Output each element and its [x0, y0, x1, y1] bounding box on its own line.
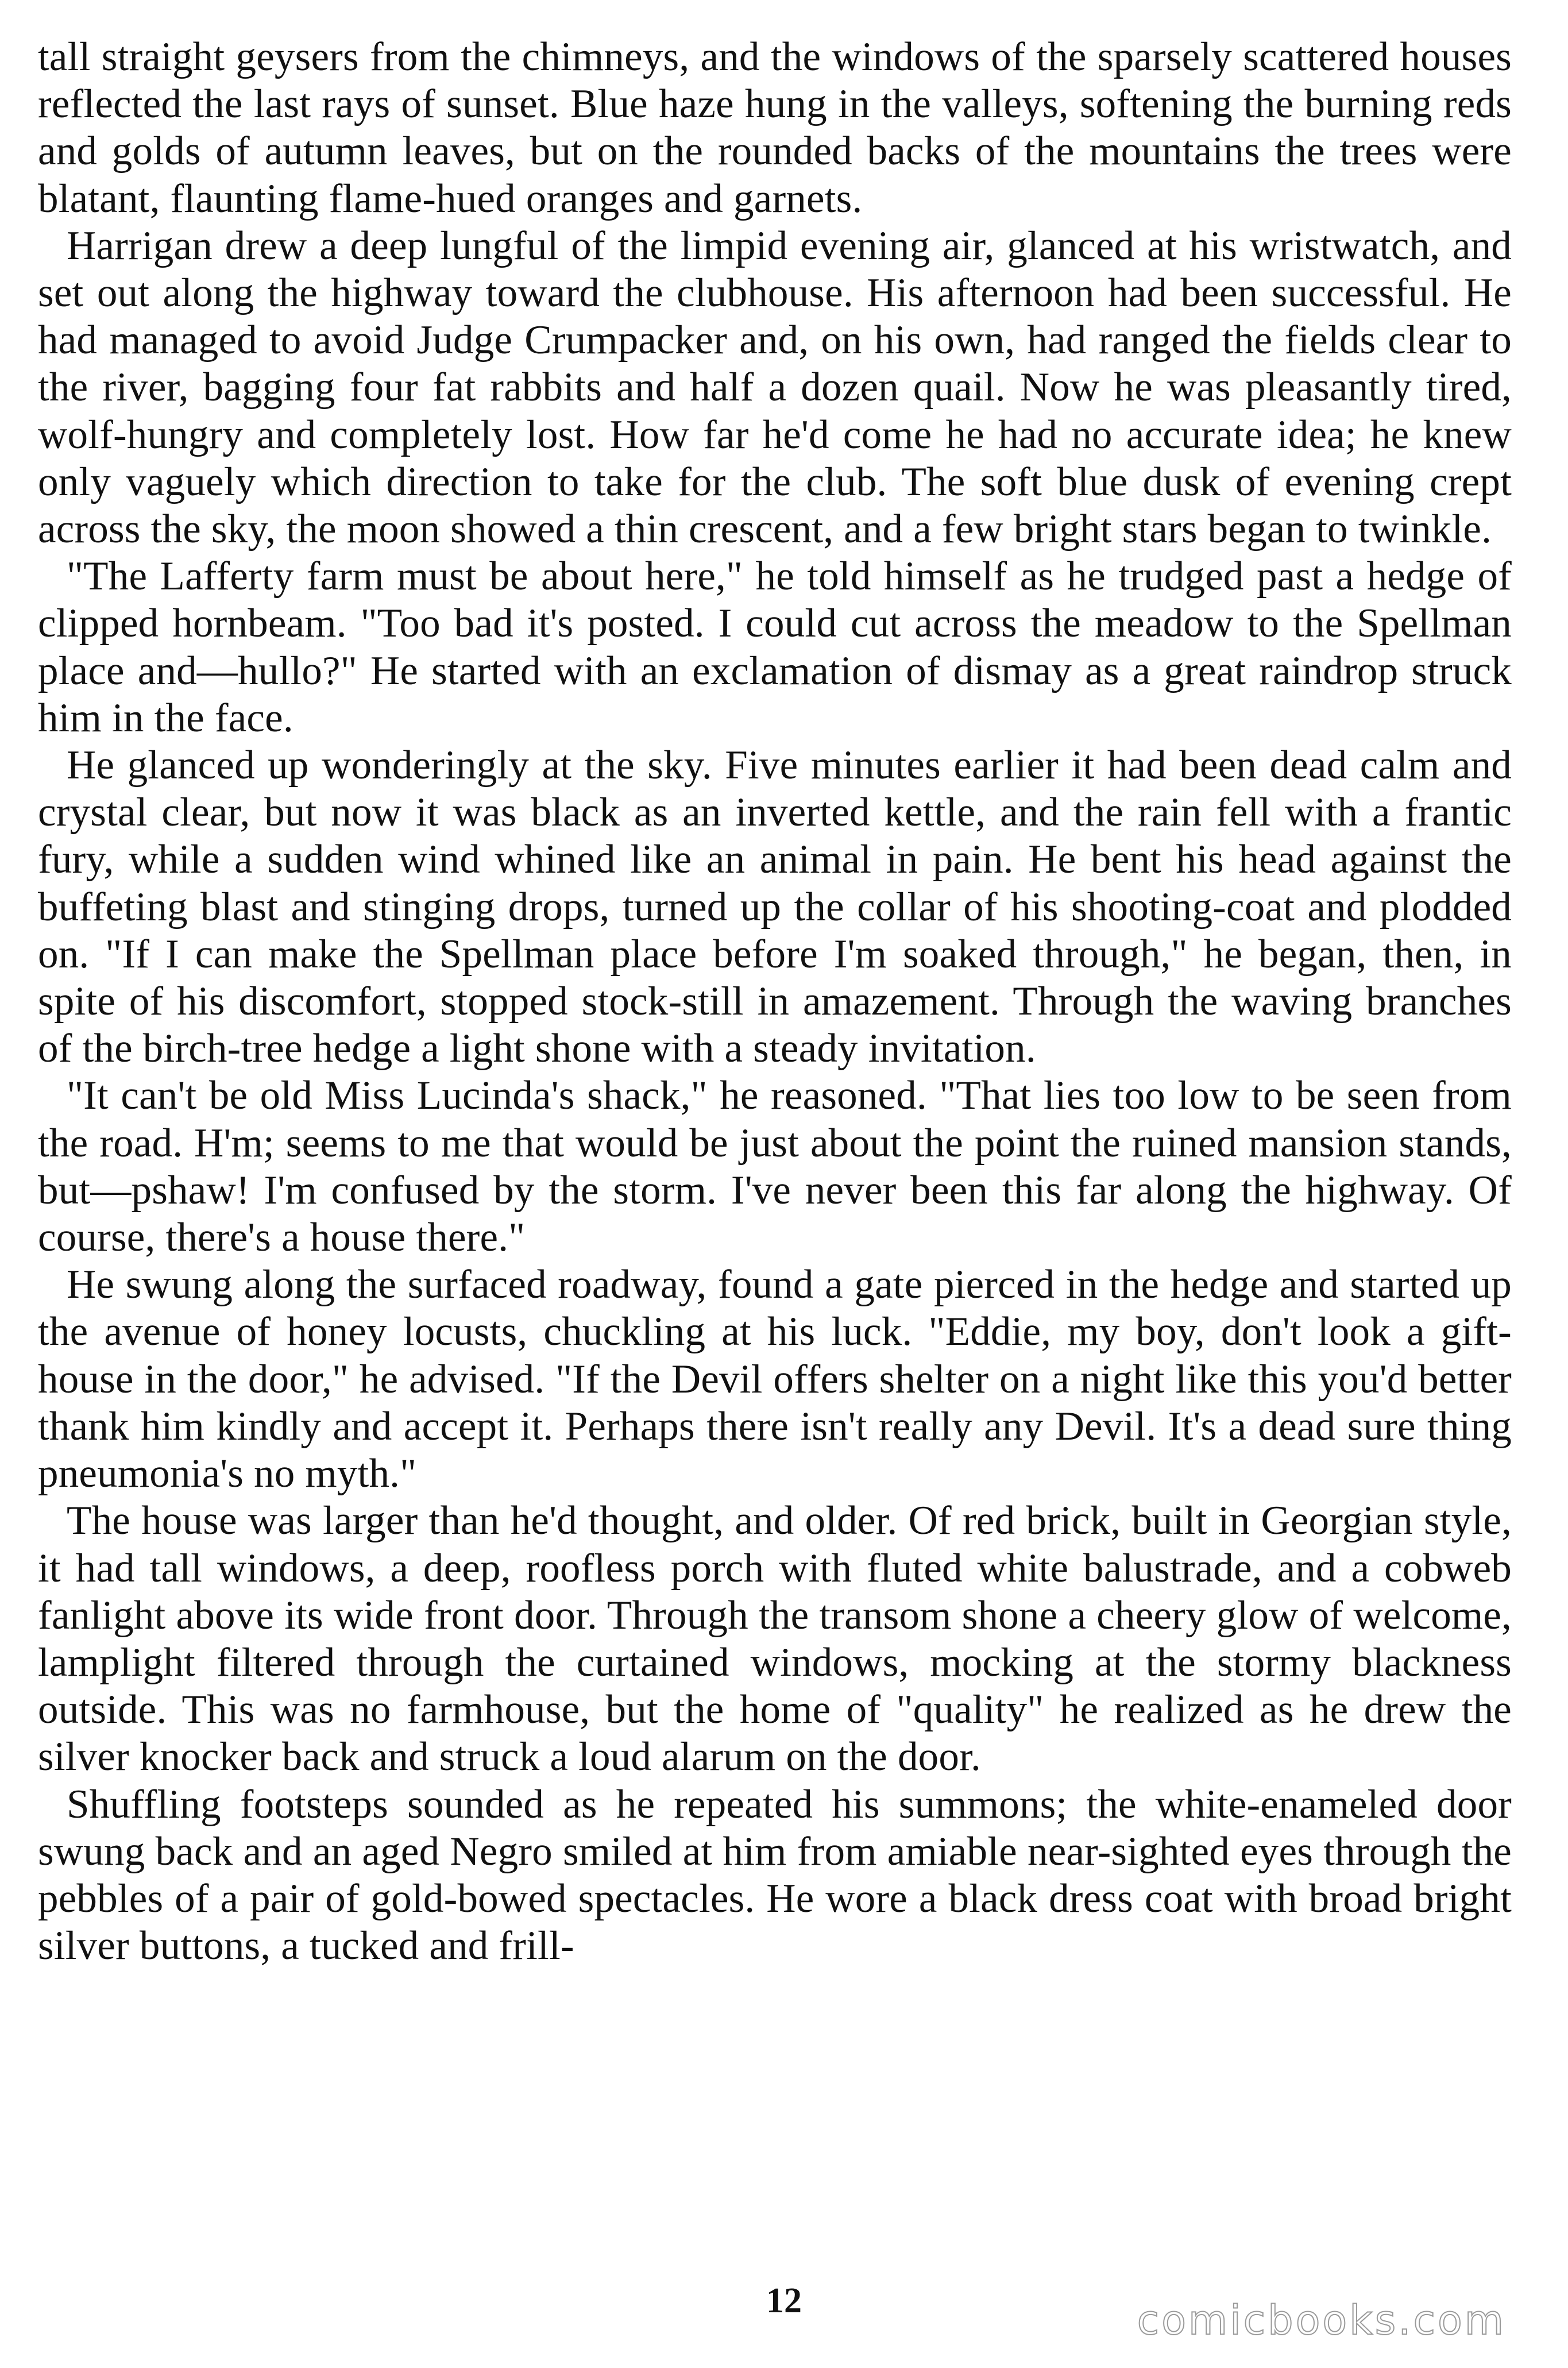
paragraph: Shuffling footsteps sounded as he repeated his summons; the white-enameled door swung back and an aged Negro smiled at him from amiable near-sighted eyes through the pebbles of a pair of gold-bowed spectacles. He wore a black dress coat with broad bright silver buttons, a tucked and frill- [38, 1781, 1512, 1969]
watermark: comicbooks.com [1137, 2297, 1506, 2344]
body-text [38, 33, 1512, 1969]
paragraph: He glanced up wonderingly at the sky. Five minutes earlier it had been dead calm and crystal clear, but now it was black as an inverted kettle, and the rain fell with a frantic fury, while a sudden wind whined like an animal in pain. He bent his head against the buffeting blast and stinging drops, turned up the collar of his shooting-coat and plodded on. "If I can make the Spellman place before I'm soaked through," he began, then, in spite of his discomfort, stopped stock-still in amazement. Through the waving branches of the birch-tree hedge a light shone with a steady invitation. [38, 743, 1512, 1071]
paragraph: Harrigan drew a deep lungful of the limpid evening air, glanced at his wristwatch, and set out along the highway toward the clubhouse. His afternoon had been successful. He had managed to avoid Judge Crumpacker and, on his own, had ranged the fields clear to the river, bagging four fat rabbits and half a dozen quail. Now he was pleasantly tired, wolf-hungry and completely lost. How far he'd come he had no accurate idea; he knew only vaguely which direction to take for the club. The soft blue dusk of evening crept across the sky, the moon showed a thin crescent, and a few bright stars began to twinkle. [38, 223, 1512, 552]
paragraph: The house was larger than he'd thought, and older. Of red brick, built in Georgian style, it had tall windows, a deep, roofless porch with fluted white balustrade, and a cobweb fanlight above its wide front door. Through the transom shone a cheery glow of welcome, lamplight filtered through the curtained windows, mocking at the stormy blackness outside. This was no farmhouse, but the home of "quality" he realized as he drew the silver knocker back and struck a loud alarum on the door. [38, 1498, 1512, 1780]
paragraph: tall straight geysers from the chimneys, and the windows of the sparsely scattered houses reflected the last rays of sunset. Blue haze hung in the valleys, softening the burning reds and golds of autumn leaves, but on the rounded backs of the mountains the trees were blatant, flaunting flame-hued oranges and garnets. [38, 34, 1512, 221]
paragraph: He swung along the surfaced roadway, found a gate pierced in the hedge and started up the avenue of honey locusts, chuckling at his luck. "Eddie, my boy, don't look a gift-house in the door," he advised. "If the Devil offers shelter on a night like this you'd better thank him kindly and accept it. Perhaps there isn't really any Devil. It's a dead sure thing pneumonia's no myth." [38, 1262, 1512, 1497]
page-number: 12 [766, 2281, 802, 2320]
paragraph: "It can't be old Miss Lucinda's shack," he reasoned. "That lies too low to be seen from the road. H'm; seems to me that would be just about the point the ruined mansion stands, but—pshaw! I'm confused by the storm. I've never been this far along the highway. Of course, there's a house there." [38, 1073, 1512, 1260]
paragraph: "The Lafferty farm must be about here," he told himself as he trudged past a hedge of clipped hornbeam. "Too bad it's posted. I could cut across the meadow to the Spellman place and—hullo?" He started with an exclamation of dismay as a great raindrop struck him in the face. [38, 554, 1512, 741]
